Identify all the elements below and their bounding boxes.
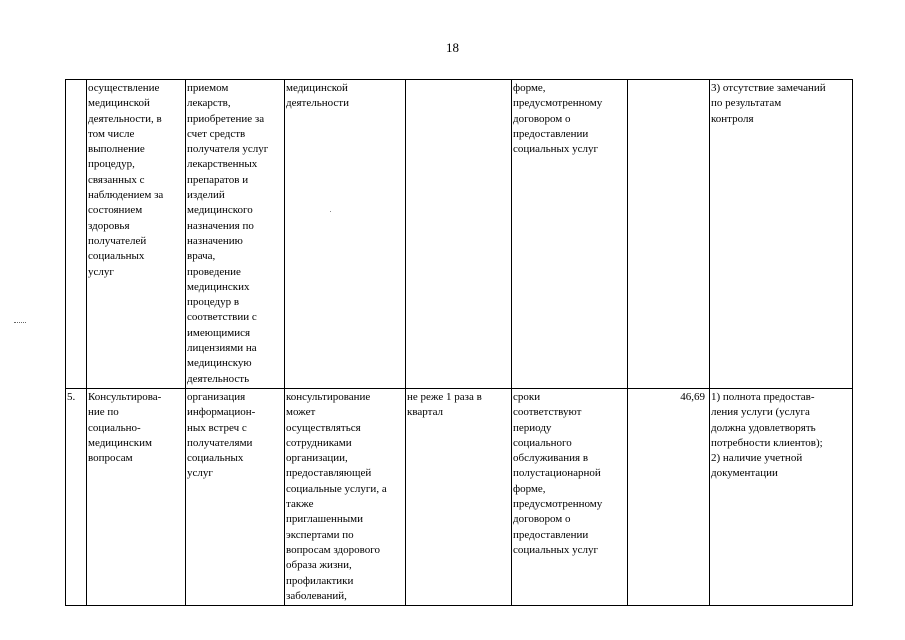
cell-line: медицинского	[187, 204, 253, 217]
frequency-cell	[406, 80, 512, 389]
cell-line: медицинскую	[187, 357, 252, 370]
cell-line: предусмотренному	[513, 498, 603, 511]
cell-line: обслуживания в	[513, 452, 589, 465]
service-name-cell	[87, 80, 186, 389]
services-table	[65, 79, 853, 606]
cell-line: контроля	[711, 112, 754, 125]
cell-line: изделий	[187, 189, 225, 202]
cell-line: медицинских	[187, 280, 250, 293]
cell-line: потребности клиентов);	[711, 436, 823, 449]
cell-line: приемом	[187, 82, 229, 94]
cell-line: приглашенными	[286, 513, 363, 526]
cell-line: заболеваний,	[286, 589, 347, 602]
service-name-cell	[87, 388, 186, 605]
cell-line: экспертами по	[286, 528, 354, 541]
cell-line: ления услуги (услуга	[711, 406, 810, 419]
cell-line: ных встреч с	[187, 421, 247, 434]
margin-mark	[14, 322, 26, 324]
cell-line: деятельности	[286, 97, 349, 110]
cell-line: вопросам здорового	[286, 543, 380, 556]
cell-line: предоставлении	[513, 528, 589, 541]
cell-line: документации	[711, 467, 778, 480]
cell-line: лекарств,	[187, 97, 231, 110]
cell-line: профилактики	[286, 574, 354, 587]
page-number: 18	[446, 40, 459, 55]
cell-line: получателя услуг	[187, 143, 269, 156]
cell-line: договором о	[513, 513, 571, 526]
cell-line: 1) полнота предостав-	[711, 390, 815, 403]
cell-line: счет средств	[187, 127, 246, 140]
conditions-cell	[285, 80, 406, 389]
cell-line: квартал	[407, 406, 444, 419]
cell-line: проведение	[187, 265, 241, 278]
cell-line: социальные услуги, а	[286, 482, 387, 495]
cell-line: форме,	[513, 82, 546, 94]
cell-line: лицензиями на	[187, 342, 257, 355]
tariff-cell	[628, 80, 710, 389]
cell-line: социальных	[187, 452, 244, 465]
service-content-cell	[186, 388, 285, 605]
cell-line: полустационарной	[513, 467, 601, 480]
cell-line: 3) отсутствие замечаний	[711, 82, 826, 94]
row-number-cell	[66, 388, 87, 605]
cell-line: процедур в	[187, 296, 240, 309]
cell-line: медицинским	[88, 436, 152, 449]
term-cell	[512, 388, 628, 605]
cell-line: предусмотренному	[513, 97, 603, 110]
cell-line: лекарственных	[187, 158, 258, 171]
cell-line: получателями	[187, 436, 253, 449]
cell-line: медицинской	[88, 97, 150, 110]
cell-line: информацион-	[187, 406, 256, 419]
cell-line: соответствии с	[187, 311, 257, 324]
quality-indicators-cell	[710, 388, 853, 605]
cell-line: назначения по	[187, 219, 254, 232]
cell-line: врача,	[187, 250, 216, 263]
cell-line: Консультирова-	[88, 390, 162, 403]
term-cell	[512, 80, 628, 389]
cell-line: сроки	[513, 390, 541, 403]
cell-line: также	[286, 498, 314, 511]
tariff-cell	[628, 388, 710, 605]
cell-line: услуг	[187, 467, 213, 480]
cell-line: социального	[513, 436, 572, 449]
cell-line: соответствуют	[513, 406, 582, 419]
cell-line: выполнение	[88, 143, 145, 156]
cell-line: препаратов и	[187, 173, 249, 186]
cell-line: организация	[187, 390, 246, 403]
cell-line: социальных	[88, 250, 145, 263]
cell-line: услуг	[88, 265, 114, 278]
cell-line: договором о	[513, 112, 571, 125]
cell-line: консультирование	[286, 390, 371, 403]
cell-line: вопросам	[88, 452, 133, 465]
conditions-cell	[285, 388, 406, 605]
cell-line: образа жизни,	[286, 559, 352, 572]
cell-line: имеющимися	[187, 326, 251, 339]
cell-line: периоду	[513, 421, 552, 434]
cell-line: осуществление	[88, 82, 160, 94]
cell-line: ние по	[88, 406, 119, 419]
row-number-cell	[66, 80, 87, 389]
cell-line: организации,	[286, 452, 348, 465]
cell-line: не реже 1 раза в	[407, 390, 482, 403]
quality-indicators-cell	[710, 80, 853, 389]
service-content-cell	[186, 80, 285, 389]
cell-line: связанных с	[88, 173, 145, 186]
cell-line: предоставляющей	[286, 467, 372, 480]
cell-line: том числе	[88, 127, 135, 140]
cell-line: деятельность	[187, 372, 250, 385]
cell-line: осуществляться	[286, 421, 361, 434]
scan-speck	[330, 211, 331, 212]
cell-line: назначению	[187, 234, 243, 247]
cell-line: социальных услуг	[513, 143, 599, 156]
cell-line: должна удовлетворять	[711, 421, 816, 434]
cell-line: 2) наличие учетной	[711, 452, 803, 465]
cell-line: здоровья	[88, 219, 130, 232]
cell-line: сотрудниками	[286, 436, 352, 449]
cell-line: получателей	[88, 234, 147, 247]
cell-line: по результатам	[711, 97, 782, 110]
cell-line: деятельности, в	[88, 112, 162, 125]
cell-line: социальных услуг	[513, 543, 599, 556]
table-row	[66, 388, 853, 605]
cell-line: может	[286, 406, 316, 419]
cell-text: 46,69	[680, 390, 705, 403]
frequency-cell	[406, 388, 512, 605]
table-row	[66, 80, 853, 389]
cell-line: процедур,	[88, 158, 135, 171]
cell-line: состоянием	[88, 204, 143, 217]
cell-line: медицинской	[286, 82, 348, 94]
cell-line: приобретение за	[187, 112, 265, 125]
cell-text: 5.	[67, 390, 76, 403]
cell-line: форме,	[513, 482, 546, 495]
cell-line: наблюдением за	[88, 189, 164, 202]
cell-line: социально-	[88, 421, 141, 434]
cell-line: предоставлении	[513, 127, 589, 140]
